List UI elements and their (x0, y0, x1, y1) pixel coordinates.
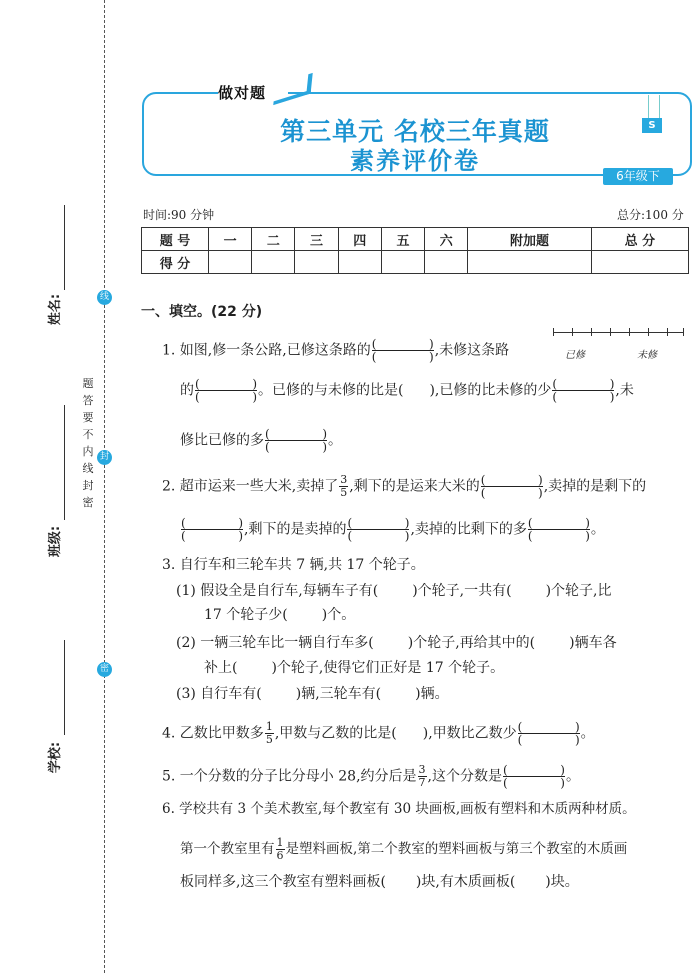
question-3-part2b: 补上( )个轮子,使得它们正好是 17 个轮子。 (204, 660, 505, 676)
school-line (64, 640, 65, 735)
cut-line (104, 0, 105, 973)
question-1-line2: 的 ( ) ( ) 。已修的与未修的比是( ),已修的比未修的少 ( ) ( ) ,未 (180, 377, 634, 404)
question-3-part1b: 17 个轮子少( )个。 (204, 607, 356, 623)
question-6-line3: 板同样多,这三个教室有塑料画板( )块,有木质画板( )块。 (180, 874, 579, 890)
road-diagram: 已修 未修 (547, 326, 687, 366)
score-cell[interactable] (425, 251, 468, 274)
xian-circle: 线 (97, 290, 112, 305)
page-subtitle: 素养评价卷 (350, 147, 480, 175)
answer-fraction[interactable]: ( ) ( ) (552, 377, 615, 404)
answer-fraction[interactable]: ( ) ( ) (480, 473, 543, 500)
answer-fraction[interactable]: ( ) ( ) (502, 763, 565, 790)
question-3-part2: (2) 一辆三轮车比一辆自行车多( )个轮子,再给其中的( )辆车各 (176, 635, 617, 651)
binding-margin (0, 0, 110, 973)
score-cell[interactable] (209, 251, 252, 274)
answer-fraction[interactable]: ( ) ( ) (527, 516, 590, 543)
fraction: $\frac{3}{7}$ (418, 763, 426, 789)
question-3-part3: (3) 自行车有( )辆,三轮车有( )辆。 (176, 686, 449, 702)
score-cell[interactable] (338, 251, 381, 274)
answer-fraction[interactable]: ( ) ( ) (181, 516, 243, 543)
page-title: 第三单元 名校三年真题 (280, 117, 550, 146)
total-label: 总分:100 分 (617, 208, 684, 222)
grade-badge: 6年级下 (603, 168, 673, 185)
question-2-line2: ( ) ( ) ,剩下的是卖掉的 ( ) ( ) ,卖掉的比剩下的多 ( ) ( ) 。 (181, 516, 605, 543)
score-table (141, 227, 689, 274)
mi-circle: 密 (97, 662, 112, 677)
answer-fraction[interactable]: ( ) ( ) (347, 516, 410, 543)
section-title: 一、填空。(22 分) (141, 304, 263, 320)
score-cell[interactable] (381, 251, 424, 274)
time-label: 时间:90 分钟 (143, 208, 215, 222)
score-cell[interactable] (591, 251, 688, 274)
question-6-line2: 第一个教室里有 $\frac{1}{6}$ 是塑料画板,第二个教室的塑料画板与第三个教室的木质画 (180, 836, 628, 862)
question-3-part1: (1) 假设全是自行车,每辆车子有( )个轮子,一共有( )个轮子,比 (176, 583, 612, 599)
question-3-stem: 3. 自行车和三轮车共 7 辆,共 17 个轮子。 (162, 557, 425, 573)
question-1-line3: 修比已修的多 ( ) ( ) 。 (180, 427, 342, 454)
class-label: 班级: (48, 525, 64, 558)
question-5: 5. 一个分数的分子比分母小 28,约分后是 $\frac{3}{7}$ ,这个分数是 ( ) ( ) 。 (162, 763, 580, 790)
fraction: $\frac{3}{5}$ (340, 473, 348, 499)
name-line (64, 205, 65, 290)
score-cell[interactable] (468, 251, 591, 274)
name-label: 姓名: (48, 293, 64, 326)
answer-fraction[interactable]: ( ) ( ) (265, 427, 327, 454)
answer-fraction[interactable]: ( ) ( ) (195, 377, 257, 404)
answer-fraction[interactable]: ( ) ( ) (371, 337, 434, 364)
score-cell[interactable] (295, 251, 338, 274)
question-1-line1: 1. 如图,修一条公路,已修这条路的 ( ) ( ) ,未修这条路 (162, 337, 510, 364)
score-cell[interactable] (252, 251, 295, 274)
brand-stamp: 做对题 (218, 82, 288, 104)
school-label: 学校: (48, 741, 64, 774)
fraction: $\frac{1}{5}$ (265, 720, 273, 746)
question-6-line1: 6. 学校共有 3 个美术教室,每个教室有 30 块画板,画板有塑料和木质两种材质。 (162, 801, 636, 817)
question-2-line1: 2. 超市运来一些大米,卖掉了 $\frac{3}{5}$ ,剩下的是运来大米的 ( ) ( ) ,卖掉的是剩下的 (162, 473, 647, 500)
class-line (64, 405, 65, 520)
tag-badge: S (642, 118, 662, 133)
tag-string (648, 95, 660, 118)
answer-fraction[interactable]: ( ) ( ) (517, 720, 580, 747)
no-answer-notice: 题 答 要 不 内 线 封 密 (82, 377, 94, 509)
table-row: 得 分 (142, 251, 689, 274)
feng-circle: 封 (97, 450, 112, 465)
fraction: $\frac{1}{6}$ (276, 836, 284, 862)
question-4: 4. 乙数比甲数多 $\frac{1}{5}$ ,甲数与乙数的比是( ),甲数比乙数少 ( ) ( ) 。 (162, 720, 595, 747)
table-row: 题 号 一 二 三 四 五 六 附加题 总 分 (142, 228, 689, 251)
